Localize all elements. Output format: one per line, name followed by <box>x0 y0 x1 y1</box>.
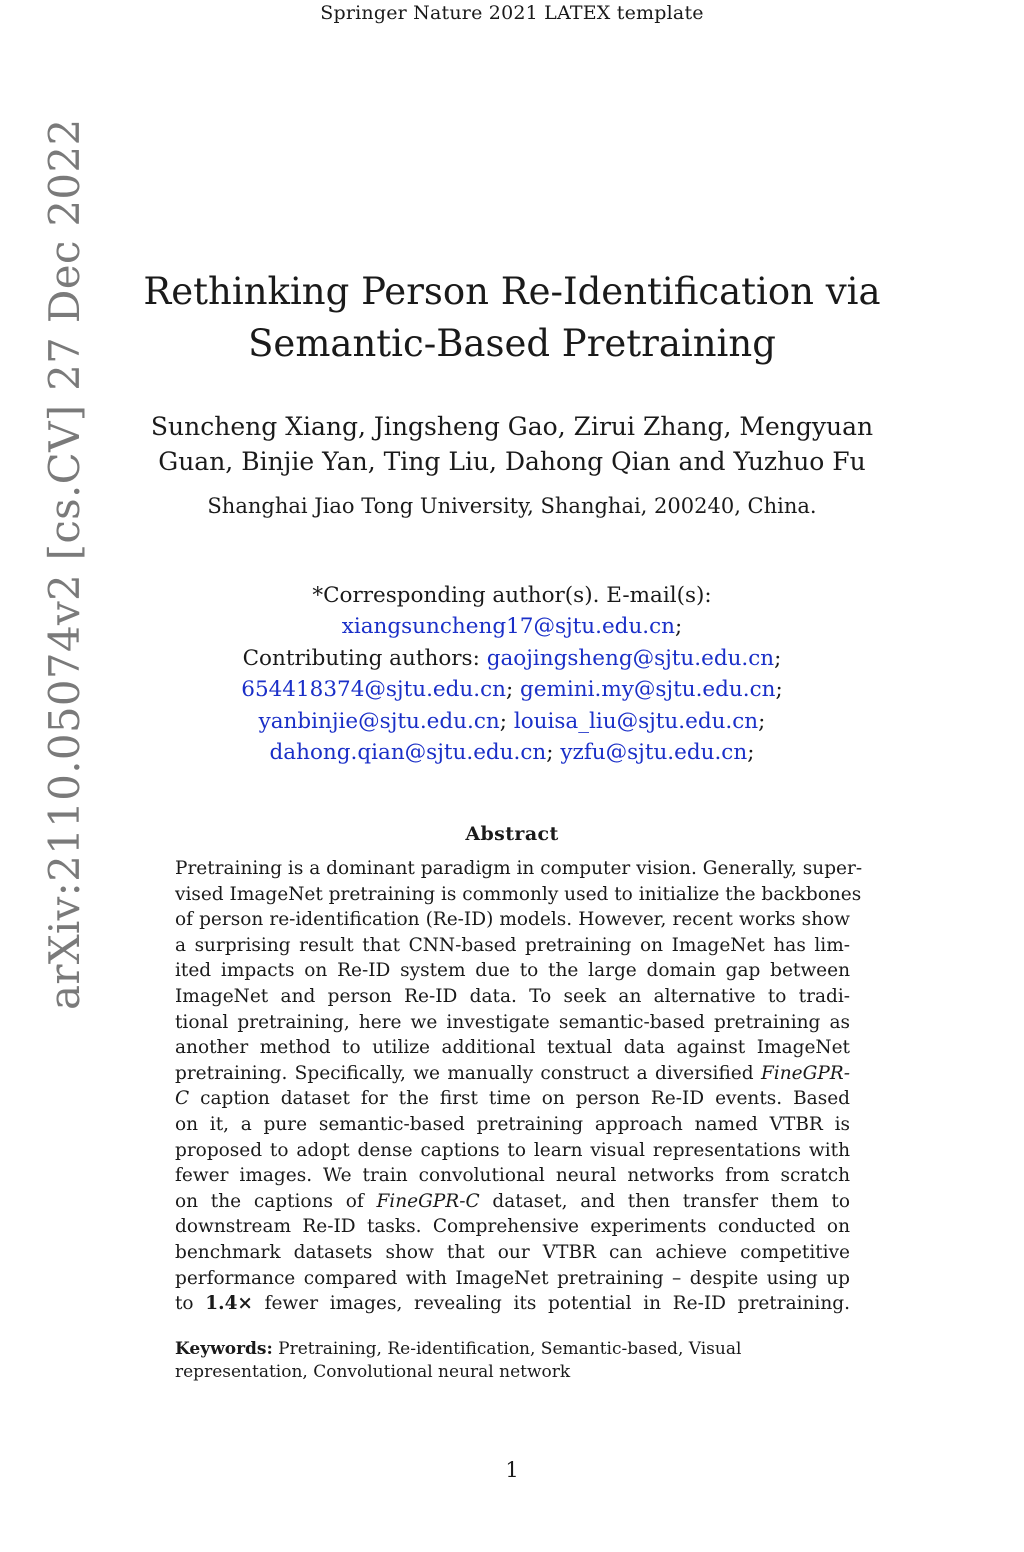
title-line-2: Semantic-Based Pretraining <box>248 322 776 365</box>
abstract-text: dataset, and then transfer them to <box>492 1190 850 1212</box>
abstract-line: downstream Re-ID tasks. Comprehensive experiments conducted on <box>175 1216 850 1238</box>
abstract-line: a surprising result that CNN-based pretraining on ImageNet has lim- <box>175 934 850 956</box>
dataset-name: C <box>175 1088 190 1110</box>
abstract-line: tional pretraining, here we investigate semantic-based pretraining as <box>175 1011 850 1033</box>
abstract-line: of person re-identification (Re-ID) models. However, recent works show <box>175 909 850 931</box>
abstract-line: on it, a pure semantic-based pretraining approach named VTBR is <box>175 1113 850 1135</box>
abstract-line <box>175 1291 850 1317</box>
abstract-line <box>175 1061 850 1087</box>
running-head <box>0 2 1024 24</box>
abstract-line: fewer images. We train convolutional neural networks from scratch <box>175 1165 850 1187</box>
abstract-line: proposed to adopt dense captions to learn visual representations with <box>175 1139 850 1161</box>
separator: ; <box>758 708 766 734</box>
separator: ; <box>546 740 554 766</box>
arxiv-stamp: arXiv:2110.05074v2 [cs.CV] 27 Dec 2022 <box>40 118 89 1010</box>
abstract-line <box>175 1189 850 1215</box>
email-link[interactable]: louisa_liu@sjtu.edu.cn <box>513 708 759 734</box>
author-list <box>0 409 1024 479</box>
keywords-text: Pretraining, Re-identification, Semantic-based, Visual <box>278 1339 742 1359</box>
abstract-body <box>175 856 863 1317</box>
abstract-line: vised ImageNet pretraining is commonly used to initialize the backbones <box>175 883 862 905</box>
separator: ; <box>747 740 755 766</box>
abstract-text: caption dataset for the first time on person Re-ID events. Based <box>200 1088 850 1110</box>
dataset-name: FineGPR-C <box>376 1190 480 1212</box>
keywords-text: representation, Convolutional neural network <box>175 1362 571 1382</box>
separator: ; <box>675 614 683 640</box>
title-line-1: Rethinking Person Re-Identification via <box>143 270 881 313</box>
abstract-text: fewer images, revealing its potential in Re-ID pretraining. <box>264 1293 850 1315</box>
email-link[interactable]: gemini.my@sjtu.edu.cn <box>520 677 776 703</box>
separator: ; <box>499 708 507 734</box>
authors-line-1: Suncheng Xiang, Jingsheng Gao, Zirui Zhang, Mengyuan <box>150 412 874 441</box>
abstract-line: performance compared with ImageNet pretraining – despite using up <box>175 1267 850 1289</box>
separator: ; <box>775 677 783 703</box>
email-link[interactable]: dahong.qian@sjtu.edu.cn <box>269 740 547 766</box>
affiliation: Shanghai Jiao Tong University, Shanghai, 200240, China. <box>207 494 817 518</box>
abstract-line: Pretraining is a dominant paradigm in computer vision. Generally, super- <box>175 858 863 879</box>
running-head-text: Springer Nature 2021 LATEX template <box>320 2 704 24</box>
speedup-value: 1.4× <box>205 1293 253 1315</box>
authors-line-2: Guan, Binjie Yan, Ting Liu, Dahong Qian and Yuzhuo Fu <box>158 447 866 476</box>
page-number: 1 <box>505 1458 519 1482</box>
contributing-label: Contributing authors: <box>242 645 480 671</box>
email-link[interactable]: yzfu@sjtu.edu.cn <box>560 740 748 766</box>
email-link[interactable]: 654418374@sjtu.edu.cn <box>241 677 506 703</box>
abstract-line: another method to utilize additional textual data against ImageNet <box>175 1037 850 1059</box>
corresponding-label: *Corresponding author(s). E-mail(s): <box>312 583 712 608</box>
separator: ; <box>505 677 514 703</box>
email-link[interactable]: gaojingsheng@sjtu.edu.cn <box>486 645 775 671</box>
keywords <box>175 1338 850 1384</box>
separator: ; <box>774 645 782 671</box>
abstract-text: pretraining. Specifically, we manually construct a diversified <box>175 1062 754 1084</box>
contact-info <box>0 580 1024 768</box>
abstract-line: ImageNet and person Re-ID data. To seek an alternative to tradi- <box>175 985 850 1007</box>
abstract-text: to <box>175 1293 194 1315</box>
keywords-label: Keywords: <box>175 1339 273 1359</box>
abstract-text: on the captions of <box>175 1190 364 1212</box>
email-link[interactable]: yanbinjie@sjtu.edu.cn <box>258 708 500 734</box>
dataset-name: FineGPR- <box>760 1062 850 1084</box>
abstract-heading: Abstract <box>465 823 559 845</box>
abstract-line: benchmark datasets show that our VTBR can achieve competitive <box>175 1241 850 1263</box>
paper-title <box>0 266 1024 370</box>
abstract-line: ited impacts on Re-ID system due to the large domain gap between <box>175 960 850 982</box>
abstract-line <box>175 1086 850 1112</box>
email-link[interactable]: xiangsuncheng17@sjtu.edu.cn <box>341 614 676 640</box>
